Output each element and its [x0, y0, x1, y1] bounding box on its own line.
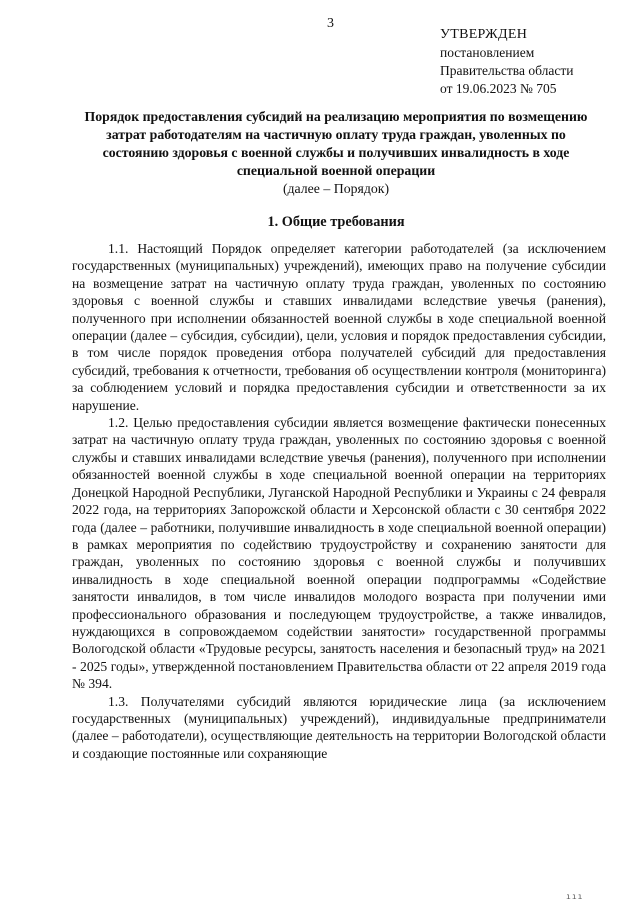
- page-number: 3: [327, 16, 334, 31]
- approval-line: постановлением: [440, 45, 535, 60]
- paragraph: 1.1. Настоящий Порядок определяет категории работодателей (за исключением государственных (муниципальных) учреждений), имеющих право на получение субсидии на возмещение затрат на частичную оплату труда граждан, уволенных по состоянию здоровья с военной службы и ставших инвалидами вследствие увечья (ранения), полученного при исполнении обязанностей военной службы в ходе специальной военной операции (далее – субсидия, субсидии), цели, условия и порядок предоставления субсидии, в том числе порядок проведения отбора получателей субсидий для предоставления субсидий, требования к отчетности, требования об осуществлении контроля (мониторинга) за соблюдением условий и порядка предоставления субсидии и ответственности за их нарушение.: [72, 241, 606, 413]
- scan-mark: ııı: [566, 892, 584, 901]
- paragraph: 1.2. Целью предоставления субсидии является возмещение фактически понесенных затрат на частичную оплату труда граждан, уволенных по состоянию здоровья с военной службы и ставших инвалидами вследствие увечья (ранения), полученного при исполнении обязанностей военной службы в ходе специальной военной операции на территориях Донецкой Народной Республики, Луганской Народной Республики и Украины с 24 февраля 2022 года, на территориях Запорожской области и Херсонской области с 30 сентября 2022 года (далее – работники, получившие инвалидность в ходе специальной военной операции) в рамках мероприятия по содействию трудоустройству и сохранению занятости для граждан, уволенных по состоянию здоровья с военной службы и получивших инвалидность в ходе специальной военной операции подпрограммы «Содействие занятости инвалидов, в том числе инвалидов молодого возраста при получении ими профессионального образования и последующем трудоустройстве, а также инвалидов, нуждающихся в сопровождаемом содействии занятости» государственной программы Вологодской области «Трудовые ресурсы, занятость населения и безопасный труд» на 2021 - 2025 годы», утвержденной постановлением Правительства области от 22 апреля 2019 года № 394.: [72, 415, 606, 692]
- approval-line: Правительства области: [440, 63, 574, 78]
- approval-stamp: [440, 26, 636, 98]
- approval-heading: УТВЕРЖДЕН: [440, 27, 528, 42]
- paragraph: 1.3. Получателями субсидий являются юридические лица (за исключением государственных (муниципальных) учреждений), индивидуальные предприниматели (далее – работодатели), осуществляющие деятельность на территории Вологодской области и создающие постоянные или сохраняющие: [72, 693, 606, 761]
- approval-line: от 19.06.2023 № 705: [440, 81, 557, 96]
- document-title-note: (далее – Порядок): [282, 181, 390, 196]
- section-heading: 1. Общие требования: [267, 214, 405, 230]
- document-body: [72, 240, 606, 762]
- document-title: Порядок предоставления субсидий на реализацию мероприятия по возмещению затрат работодателям на частичную оплату труда граждан, уволенных по состоянию здоровья с военной службы и получивших инвалидность в ходе специальной военной операции: [84, 109, 588, 178]
